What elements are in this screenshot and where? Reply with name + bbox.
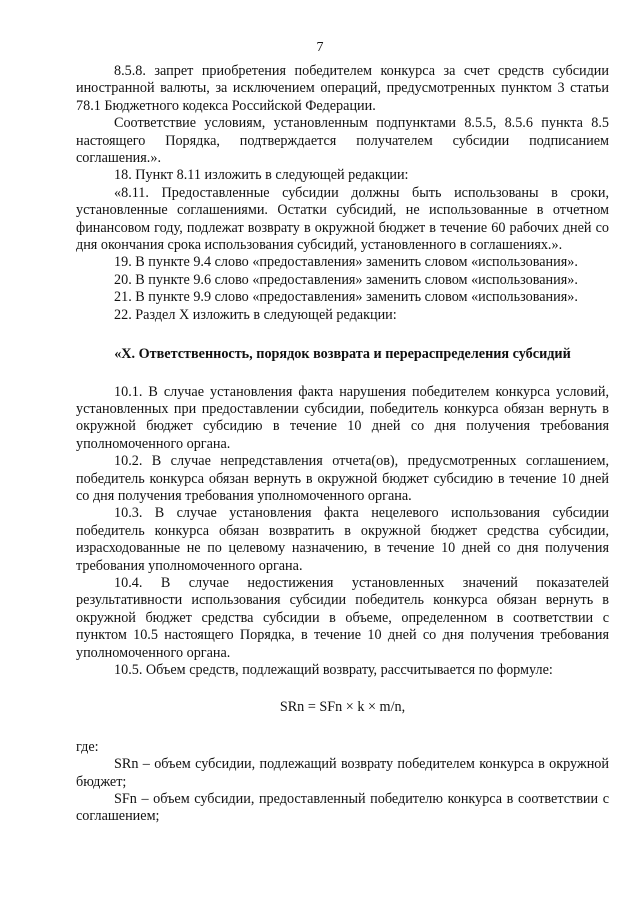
paragraph-item-18: 18. Пункт 8.11 изложить в следующей редакции: bbox=[114, 167, 409, 184]
paragraph-item-21: 21. В пункте 9.9 слово «предоставления» заменить словом «использования». bbox=[114, 289, 578, 306]
where-label: где: bbox=[76, 738, 99, 755]
paragraph-8-5-8: 8.5.8. запрет приобретения победителем конкурса за счет средств субсидии иностранной валюты, за исключением операций, предусмотренных пунктом 3 статьи 78.1 Бюджетного кодекса Российской Федерации. bbox=[76, 63, 609, 114]
document-body bbox=[76, 63, 609, 826]
paragraph-compliance: Соответствие условиям, установленным подпунктами 8.5.5, 8.5.6 пункта 8.5 настоящего Порядка, подтверждается получателем субсидии подписанием соглашения.». bbox=[76, 115, 609, 167]
definition-sfn: SFn – объем субсидии, предоставленный победителю конкурса в соответствии с соглашением; bbox=[76, 791, 609, 825]
paragraph-item-22: 22. Раздел X изложить в следующей редакции: bbox=[114, 306, 397, 323]
paragraph-10-3: 10.3. В случае установления факта нецелевого использования субсидии победитель конкурса обязан возвратить в окружной бюджет средства субсидии, израсходованные не по целевому назначению, в течение 10 дней со дня получения требования уполномоченного органа. bbox=[76, 505, 609, 574]
paragraph-item-19: 19. В пункте 9.4 слово «предоставления» заменить словом «использования». bbox=[114, 254, 578, 271]
paragraph-10-1: 10.1. В случае установления факта нарушения победителем конкурса условий, установленных при предоставлении субсидии, победитель конкурса обязан вернуть в окружной бюджет субсидию в течение 10 дней со дня получения требования уполномоченного органа. bbox=[76, 383, 609, 452]
section-title: «X. Ответственность, порядок возврата и перераспределения субсидий bbox=[114, 346, 571, 363]
paragraph-item-20: 20. В пункте 9.6 слово «предоставления» заменить словом «использования». bbox=[114, 271, 578, 288]
paragraph-10-2: 10.2. В случае непредставления отчета(ов), предусмотренных соглашением, победитель конкурса обязан вернуть в окружной бюджет субсидию в течение 10 дней со дня получения требования уполномоченного органа. bbox=[76, 453, 609, 504]
paragraph-10-4: 10.4. В случае недостижения установленных значений показателей результативности использования субсидии победитель конкурса обязан вернуть в окружной бюджет средства субсидии в объеме, определенном в соответствии с пунктом 10.5 настоящего Порядка, в течение 10 дней со дня получения требования уполномоченного органа. bbox=[76, 574, 609, 661]
formula: SRn = SFn × k × m/n, bbox=[279, 699, 406, 716]
paragraph-8-11: «8.11. Предоставленные субсидии должны быть использованы в сроки, установленные соглашениями. Остатки субсидий, не использованные в отчетном финансовом году, подлежат возврату в окружной бюджет в течение 60 рабочих дней со дня окончания срока использования субсидий, установленного в соглашениях.». bbox=[76, 184, 609, 254]
paragraph-10-5: 10.5. Объем средств, подлежащий возврату, рассчитывается по формуле: bbox=[114, 662, 553, 678]
page-number: 7 bbox=[316, 40, 324, 55]
definition-srn: SRn – объем субсидии, подлежащий возврату победителем конкурса в окружной бюджет; bbox=[76, 756, 609, 790]
